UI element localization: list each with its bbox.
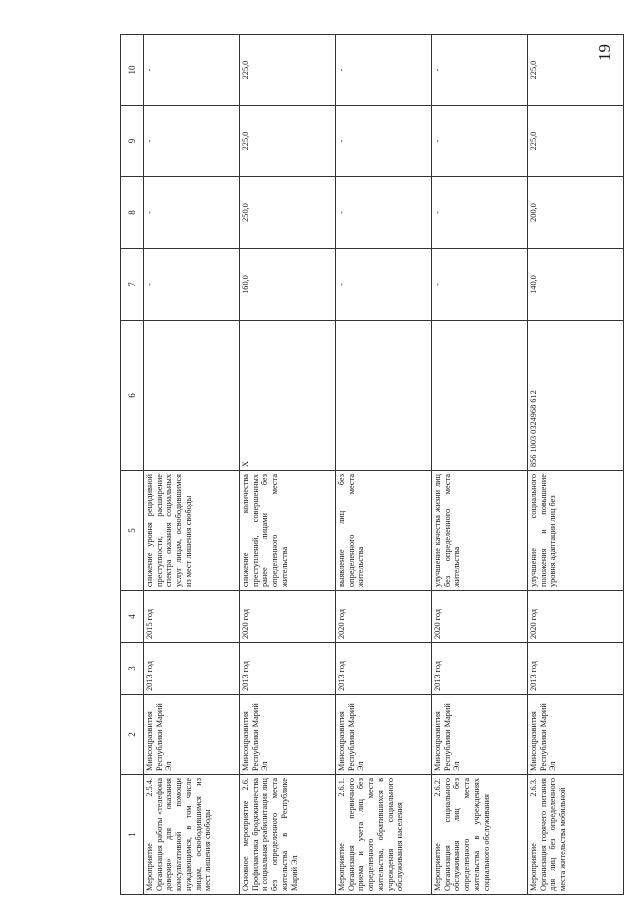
expected-result: выявление лиц без определенного места жительства bbox=[336, 471, 432, 591]
value-col7: - bbox=[432, 249, 528, 321]
value-col10: 225,0 bbox=[240, 35, 336, 106]
executor: Минсоцразвития Республики Марий Эл bbox=[240, 695, 336, 775]
table-row bbox=[144, 35, 240, 895]
activity-name: Мероприятие 2.6.1. Организация первичного приема и учета лиц без определенного места жительства, обратившихся в учреждения социального обслуживания населения bbox=[336, 775, 432, 895]
activity-name: Основное мероприятие 2.6. Профилактика бродяжничества и социальная реабилитация лиц без определенного места жительства в Республике Марий Эл bbox=[240, 775, 336, 895]
budget-code bbox=[336, 321, 432, 471]
budget-code: 856 1003 0324968 612 bbox=[528, 321, 624, 471]
column-header: 5 bbox=[121, 471, 144, 591]
column-header: 2 bbox=[121, 695, 144, 775]
column-header: 10 bbox=[121, 35, 144, 106]
column-header: 7 bbox=[121, 249, 144, 321]
expected-result: улучшение социального положения и повышение уровня адаптации лиц без bbox=[528, 471, 624, 591]
value-col8: - bbox=[144, 177, 240, 249]
start-year: 2013 год bbox=[336, 643, 432, 695]
expected-result: снижение количества преступлений, совершенных ранее лицами без определенного места жительства bbox=[240, 471, 336, 591]
expected-result: улучшение качества жизни лиц без определенного места жительства bbox=[432, 471, 528, 591]
column-header: 1 bbox=[121, 775, 144, 895]
expected-result: снижение уровня рецидивной преступности, расширение спектра оказания социальных услуг лицам, освободившимся из мест лишения свободы bbox=[144, 471, 240, 591]
start-year: 2013 год bbox=[240, 643, 336, 695]
table-row bbox=[240, 35, 336, 895]
start-year: 2013 год bbox=[144, 643, 240, 695]
executor: Минсоцразвития Республики Марий Эл bbox=[336, 695, 432, 775]
column-header: 9 bbox=[121, 106, 144, 177]
value-col9: - bbox=[336, 106, 432, 177]
rotated-table-wrapper bbox=[120, 35, 640, 895]
program-activities-table bbox=[120, 34, 624, 895]
column-header: 6 bbox=[121, 321, 144, 471]
value-col9: 225,0 bbox=[528, 106, 624, 177]
end-year: 2020 год bbox=[240, 591, 336, 643]
value-col7: 160,0 bbox=[240, 249, 336, 321]
table-row bbox=[432, 35, 528, 895]
executor: Минсоцразвития Республики Марий Эл bbox=[528, 695, 624, 775]
value-col8: - bbox=[432, 177, 528, 249]
value-col10: - bbox=[432, 35, 528, 106]
column-header: 8 bbox=[121, 177, 144, 249]
value-col10: 225,0 bbox=[528, 35, 624, 106]
executor: Минсоцразвития Республики Марий Эл bbox=[432, 695, 528, 775]
header-row bbox=[121, 35, 144, 895]
value-col7: - bbox=[144, 249, 240, 321]
activity-name: Мероприятие 2.6.2. Организация социального обслуживания лиц без определенного места жительства в учреждениях социального обслуживания bbox=[432, 775, 528, 895]
column-header: 4 bbox=[121, 591, 144, 643]
value-col10: - bbox=[144, 35, 240, 106]
budget-code bbox=[144, 321, 240, 471]
value-col10: - bbox=[336, 35, 432, 106]
column-header: 3 bbox=[121, 643, 144, 695]
executor: Минсоцразвития Республики Марий Эл bbox=[144, 695, 240, 775]
page-number: 19 bbox=[595, 44, 614, 61]
end-year: 2020 год bbox=[528, 591, 624, 643]
budget-code bbox=[432, 321, 528, 471]
value-col7: - bbox=[336, 249, 432, 321]
start-year: 2013 год bbox=[432, 643, 528, 695]
start-year: 2013 год bbox=[528, 643, 624, 695]
value-col9: 225,0 bbox=[240, 106, 336, 177]
budget-code: X bbox=[240, 321, 336, 471]
value-col9: - bbox=[144, 106, 240, 177]
value-col9: - bbox=[432, 106, 528, 177]
table-row bbox=[528, 35, 624, 895]
activity-name: Мероприятие 2.5.4. Организация работы «телефона доверия» для оказания консультативной помощи нуждающимся, в том числе лицам, освободившимся из мест лишения свободы bbox=[144, 775, 240, 895]
table-row bbox=[336, 35, 432, 895]
end-year: 2015 год bbox=[144, 591, 240, 643]
value-col7: 140,0 bbox=[528, 249, 624, 321]
value-col8: 250,0 bbox=[240, 177, 336, 249]
activity-name: Мероприятие 2.6.3. Организация горячего питания для лиц без определенного места жительства мобильной bbox=[528, 775, 624, 895]
end-year: 2020 год bbox=[432, 591, 528, 643]
value-col8: 200,0 bbox=[528, 177, 624, 249]
end-year: 2020 год bbox=[336, 591, 432, 643]
value-col8: - bbox=[336, 177, 432, 249]
